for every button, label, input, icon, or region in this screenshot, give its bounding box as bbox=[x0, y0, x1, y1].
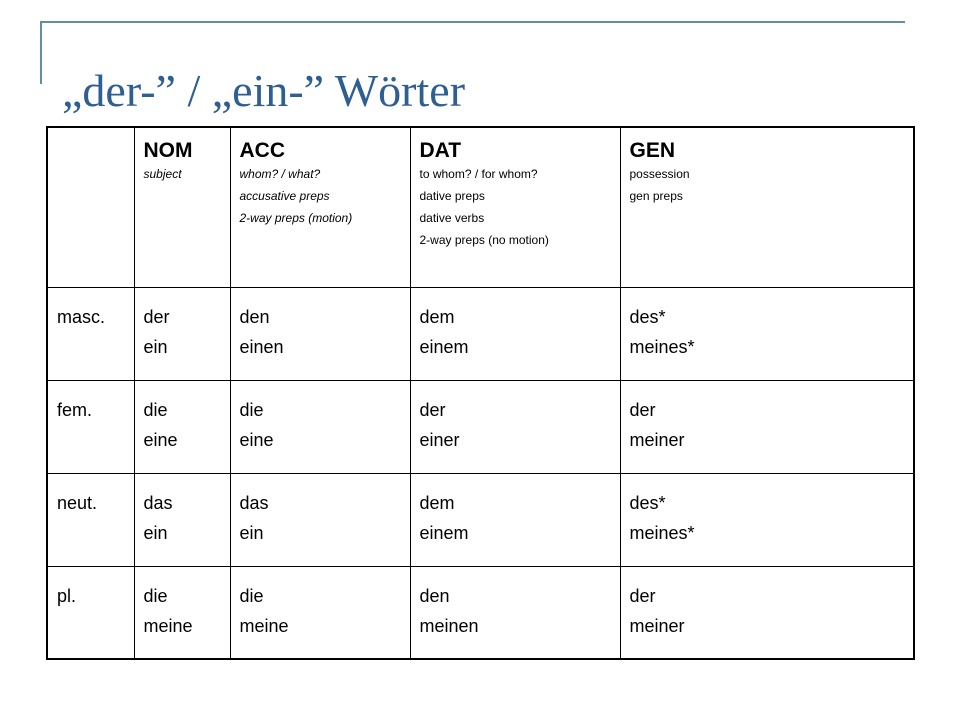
cell-gen bbox=[620, 287, 914, 380]
case-description: gen preps bbox=[629, 189, 683, 203]
cell-acc bbox=[230, 287, 410, 380]
article-form: das bbox=[239, 492, 269, 513]
cell-acc bbox=[230, 380, 410, 473]
slide-title: „der-” / „ein-” Wörter bbox=[62, 65, 466, 116]
case-description: 2-way preps (motion) bbox=[239, 211, 353, 225]
cell-nom bbox=[134, 566, 230, 659]
header-dat bbox=[410, 127, 620, 287]
cell-dat bbox=[410, 473, 620, 566]
article-form: den bbox=[239, 306, 270, 327]
article-form: einem bbox=[419, 336, 469, 357]
article-form: meiner bbox=[629, 429, 685, 450]
cell-dat bbox=[410, 287, 620, 380]
decorative-left-line bbox=[40, 21, 42, 84]
header-corner-cell bbox=[47, 127, 134, 287]
article-form: meinen bbox=[419, 615, 479, 636]
article-form: des* bbox=[629, 492, 666, 513]
header-row bbox=[47, 127, 914, 287]
cell-nom bbox=[134, 380, 230, 473]
article-form: ein bbox=[143, 336, 168, 357]
table-row-neut bbox=[47, 473, 914, 566]
article-form: meines* bbox=[629, 336, 695, 357]
cell-nom bbox=[134, 287, 230, 380]
declension-table bbox=[46, 126, 915, 660]
article-form: einer bbox=[419, 429, 460, 450]
article-form: des* bbox=[629, 306, 666, 327]
table-row-pl bbox=[47, 566, 914, 659]
article-form: dem bbox=[419, 306, 455, 327]
article-form: eine bbox=[143, 429, 178, 450]
article-form: die bbox=[239, 399, 264, 420]
cell-dat bbox=[410, 380, 620, 473]
case-description: subject bbox=[143, 167, 182, 181]
table-row-masc bbox=[47, 287, 914, 380]
article-form: meines* bbox=[629, 522, 695, 543]
article-form: einen bbox=[239, 336, 284, 357]
article-form: meiner bbox=[629, 615, 685, 636]
article-form: die bbox=[239, 585, 264, 606]
article-form: der bbox=[629, 399, 656, 420]
case-name: NOM bbox=[143, 139, 193, 162]
header-nom bbox=[134, 127, 230, 287]
case-name: DAT bbox=[419, 139, 462, 162]
article-form: der bbox=[629, 585, 656, 606]
case-description: dative preps bbox=[419, 189, 485, 203]
case-description: possession bbox=[629, 167, 690, 181]
gender-label: fem. bbox=[47, 380, 134, 473]
cell-acc bbox=[230, 566, 410, 659]
article-form: der bbox=[419, 399, 446, 420]
article-form: der bbox=[143, 306, 170, 327]
case-description: to whom? / for whom? bbox=[419, 167, 538, 181]
article-form: einem bbox=[419, 522, 469, 543]
gender-label: masc. bbox=[47, 287, 134, 380]
article-form: eine bbox=[239, 429, 274, 450]
header-acc bbox=[230, 127, 410, 287]
article-form: den bbox=[419, 585, 450, 606]
article-form: ein bbox=[143, 522, 168, 543]
cell-gen bbox=[620, 566, 914, 659]
cell-acc bbox=[230, 473, 410, 566]
case-name: GEN bbox=[629, 139, 676, 162]
article-form: die bbox=[143, 399, 168, 420]
case-description: accusative preps bbox=[239, 189, 330, 203]
cell-gen bbox=[620, 380, 914, 473]
case-description: whom? / what? bbox=[239, 167, 321, 181]
cell-dat bbox=[410, 566, 620, 659]
cell-nom bbox=[134, 473, 230, 566]
article-form: meine bbox=[239, 615, 289, 636]
article-form: meine bbox=[143, 615, 193, 636]
cell-gen bbox=[620, 473, 914, 566]
header-gen bbox=[620, 127, 914, 287]
article-form: ein bbox=[239, 522, 264, 543]
decorative-top-line bbox=[40, 21, 905, 23]
article-form: das bbox=[143, 492, 173, 513]
gender-label: neut. bbox=[47, 473, 134, 566]
case-description: 2-way preps (no motion) bbox=[419, 233, 549, 247]
gender-label: pl. bbox=[47, 566, 134, 659]
case-description: dative verbs bbox=[419, 211, 485, 225]
table-row-fem bbox=[47, 380, 914, 473]
article-form: die bbox=[143, 585, 168, 606]
case-name: ACC bbox=[239, 139, 285, 162]
article-form: dem bbox=[419, 492, 455, 513]
